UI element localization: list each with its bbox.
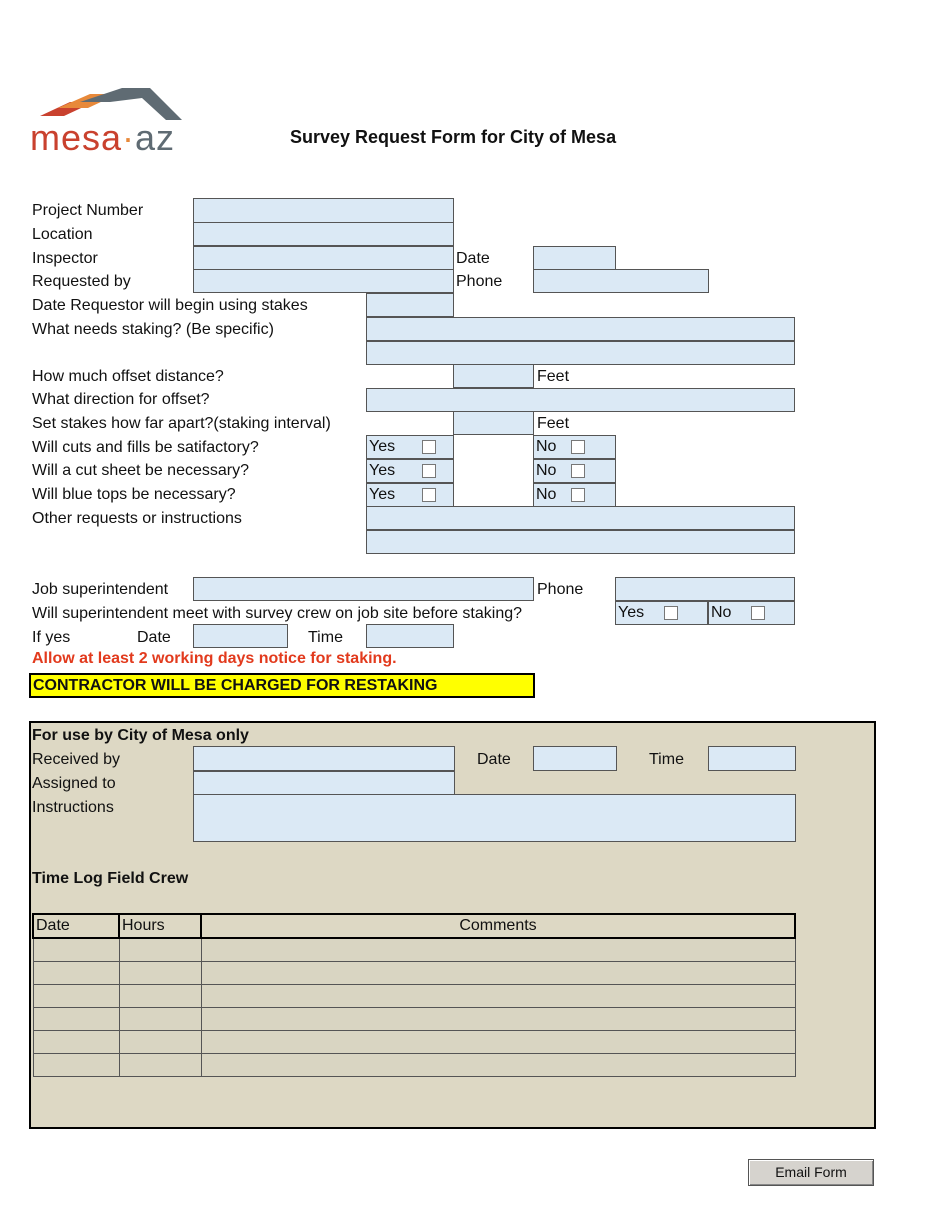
other-requests-field-2[interactable]	[366, 530, 795, 554]
date-field[interactable]	[533, 246, 616, 270]
blue-tops-label: Will blue tops be necessary?	[32, 486, 236, 503]
meet-crew-no[interactable]: No	[708, 601, 795, 625]
staking-interval-field[interactable]	[453, 411, 534, 435]
job-superintendent-label: Job superintendent	[32, 581, 169, 598]
cut-sheet-yes[interactable]: Yes	[366, 459, 454, 483]
project-number-field[interactable]	[193, 198, 454, 223]
staking-field-1[interactable]	[366, 317, 795, 341]
table-row[interactable]	[33, 1031, 795, 1054]
received-by-label: Received by	[32, 751, 121, 768]
inspector-label: Inspector	[32, 250, 98, 267]
offset-distance-field[interactable]	[453, 364, 534, 388]
assigned-to-label: Assigned to	[32, 775, 116, 792]
meet-date-label: Date	[137, 629, 171, 646]
received-time-label: Time	[649, 751, 684, 768]
cuts-fills-label: Will cuts and fills be satifactory?	[32, 439, 259, 456]
cut-sheet-label: Will a cut sheet be necessary?	[32, 462, 249, 479]
if-yes-label: If yes	[32, 629, 71, 646]
page-title: Survey Request Form for City of Mesa	[290, 127, 617, 147]
checkbox-icon[interactable]	[751, 606, 765, 620]
restaking-banner: CONTRACTOR WILL BE CHARGED FOR RESTAKING	[29, 673, 535, 698]
superintendent-phone-field[interactable]	[615, 577, 795, 601]
offset-feet-label: Feet	[537, 368, 570, 385]
location-field[interactable]	[193, 222, 454, 246]
notice-text: Allow at least 2 working days notice for staking.	[32, 650, 397, 667]
blue-tops-yes[interactable]: Yes	[366, 483, 454, 507]
interval-feet-label: Feet	[537, 415, 570, 432]
col-hours: Hours	[119, 914, 201, 938]
assigned-to-field[interactable]	[193, 771, 455, 795]
superintendent-phone-label: Phone	[537, 581, 584, 598]
cuts-fills-no[interactable]: No	[533, 435, 616, 459]
date-requestor-field[interactable]	[366, 293, 454, 317]
received-by-field[interactable]	[193, 746, 455, 771]
col-comments: Comments	[201, 914, 795, 938]
staking-label: What needs staking? (Be specific)	[32, 321, 274, 338]
project-number-label: Project Number	[32, 202, 144, 219]
blue-tops-no[interactable]: No	[533, 483, 616, 507]
meet-time-label: Time	[308, 629, 343, 646]
checkbox-icon[interactable]	[422, 440, 436, 454]
table-row[interactable]	[33, 1008, 795, 1031]
offset-direction-label: What direction for offset?	[32, 391, 210, 408]
table-row[interactable]	[33, 938, 795, 962]
email-form-button[interactable]: Email Form	[748, 1159, 874, 1186]
phone-field[interactable]	[533, 269, 709, 293]
staking-interval-label: Set stakes how far apart?(staking interval)	[32, 415, 331, 432]
table-row[interactable]	[33, 962, 795, 985]
checkbox-icon[interactable]	[664, 606, 678, 620]
meet-time-field[interactable]	[366, 624, 454, 648]
inspector-field[interactable]	[193, 246, 454, 270]
table-row[interactable]	[33, 1054, 795, 1077]
phone-label: Phone	[456, 273, 503, 290]
offset-direction-field[interactable]	[366, 388, 795, 412]
meet-date-field[interactable]	[193, 624, 288, 648]
cuts-fills-yes[interactable]: Yes	[366, 435, 454, 459]
other-requests-label: Other requests or instructions	[32, 510, 242, 527]
checkbox-icon[interactable]	[571, 464, 585, 478]
cut-sheet-no[interactable]: No	[533, 459, 616, 483]
instructions-label: Instructions	[32, 799, 114, 816]
instructions-field[interactable]	[193, 794, 796, 842]
checkbox-icon[interactable]	[422, 488, 436, 502]
meet-crew-yes[interactable]: Yes	[615, 601, 708, 625]
logo-text: mesa·az	[30, 117, 176, 158]
mesa-logo	[30, 88, 195, 158]
checkbox-icon[interactable]	[422, 464, 436, 478]
time-log-heading: Time Log Field Crew	[32, 870, 189, 887]
time-log-table	[32, 913, 796, 1077]
office-heading: For use by City of Mesa only	[32, 727, 249, 744]
requested-by-field[interactable]	[193, 269, 454, 293]
requested-by-label: Requested by	[32, 273, 131, 290]
date-requestor-label: Date Requestor will begin using stakes	[32, 297, 308, 314]
received-date-field[interactable]	[533, 746, 617, 771]
checkbox-icon[interactable]	[571, 488, 585, 502]
col-date: Date	[33, 914, 119, 938]
received-date-label: Date	[477, 751, 511, 768]
staking-field-2[interactable]	[366, 341, 795, 365]
meet-crew-label: Will superintendent meet with survey crew on job site before staking?	[32, 605, 523, 622]
date-label: Date	[456, 250, 490, 267]
received-time-field[interactable]	[708, 746, 796, 771]
offset-distance-label: How much offset distance?	[32, 368, 224, 385]
office-use-section	[29, 721, 876, 1129]
table-row[interactable]	[33, 985, 795, 1008]
job-superintendent-field[interactable]	[193, 577, 534, 601]
checkbox-icon[interactable]	[571, 440, 585, 454]
other-requests-field-1[interactable]	[366, 506, 795, 530]
location-label: Location	[32, 226, 93, 243]
